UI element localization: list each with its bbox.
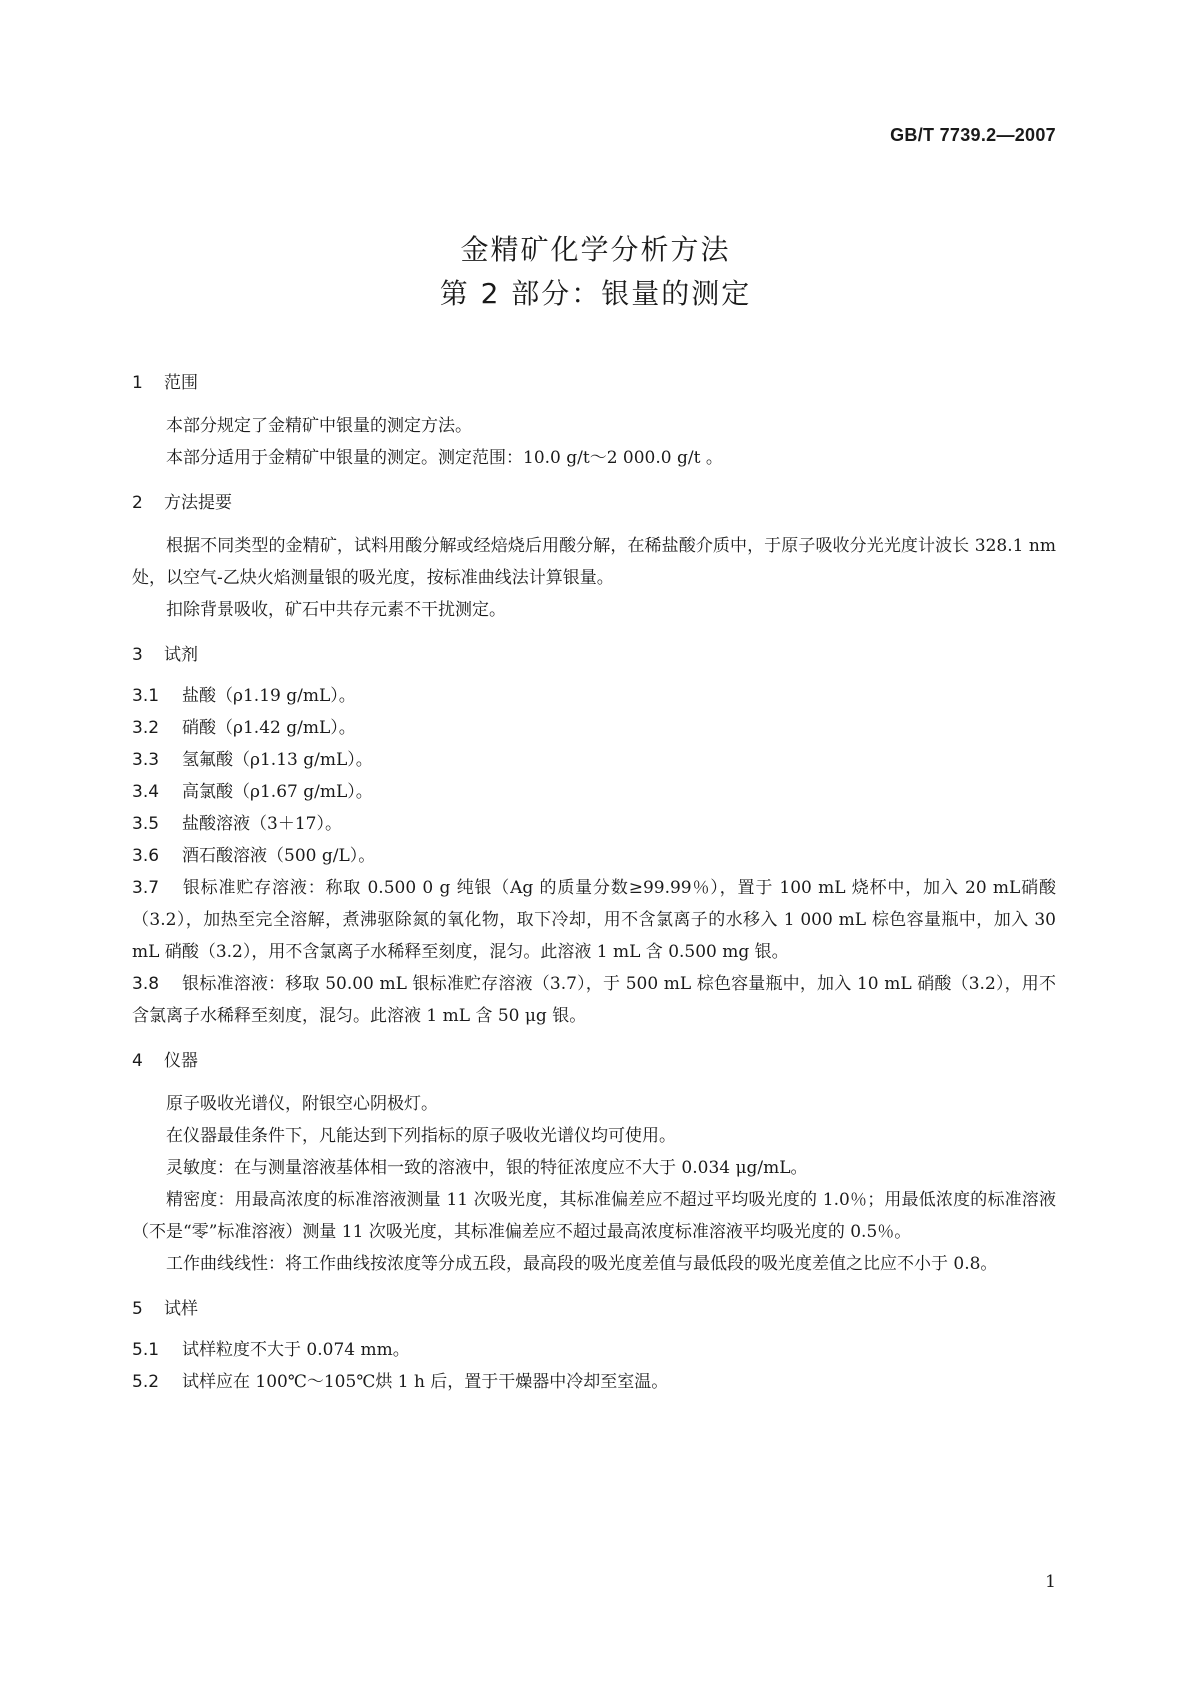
sample-item [132,1366,1056,1398]
paragraph: 工作曲线线性：将工作曲线按浓度等分成五段，最高段的吸光度差值与最低段的吸光度差值之比应不小于 0.8。 [166,1254,998,1274]
section-title: 范围 [164,373,198,393]
reagent-item [132,712,1056,744]
section-number: 3 [132,645,143,665]
item-text: 银标准贮存溶液：称取 0.500 0 g 纯银（Ag 的质量分数≥99.99％），置于 100 mL 烧杯中，加入 20 mL硝酸（3.2），加热至完全溶解，煮沸驱除氮的氧化物，取下冷却，用不含氯离子的水移入 1 000 mL 棕色容量瓶中，加入 30 mL 硝酸（3.2），用不含氯离子水稀释至刻度，混匀。此溶液 1 mL 含 0.500 mg 银。 [132,878,1056,962]
item-text: 试样粒度不大于 0.074 mm。 [182,1340,410,1360]
item-number: 3.5 [132,814,160,834]
paragraph: 灵敏度：在与测量溶液基体相一致的溶液中，银的特征浓度应不大于 0.034 μg/mL。 [166,1158,808,1178]
paragraph: 本部分适用于金精矿中银量的测定。测定范围：10.0 g/t～2 000.0 g/t 。 [166,448,723,468]
item-number: 3.4 [132,782,160,802]
item-number: 3.1 [132,686,160,706]
section-title: 试剂 [164,645,198,665]
item-number: 3.7 [132,878,160,898]
section-title: 方法提要 [164,493,232,513]
item-text: 高氯酸（ρ1.67 g/mL）。 [182,782,373,802]
item-number: 3.6 [132,846,160,866]
paragraph: 精密度：用最高浓度的标准溶液测量 11 次吸光度，其标准偏差应不超过平均吸光度的 1.0％；用最低浓度的标准溶液（不是“零”标准溶液）测量 11 次吸光度，其标准偏差应不超过最高浓度标准溶液平均吸光度的 0.5％。 [132,1190,1056,1242]
paragraph: 原子吸收光谱仪，附银空心阴极灯。 [166,1094,438,1114]
reagent-item [132,776,1056,808]
item-text: 盐酸（ρ1.19 g/mL）。 [182,686,356,706]
reagent-item [132,968,1056,1032]
item-text: 硝酸（ρ1.42 g/mL）。 [182,718,356,738]
document-subtitle: 第 2 部分：银量的测定 [439,277,752,310]
section-number: 5 [132,1299,143,1319]
section-number: 2 [132,493,143,513]
reagent-item [132,680,1056,712]
section-title: 试样 [164,1299,198,1319]
paragraph: 扣除背景吸收，矿石中共存元素不干扰测定。 [166,600,506,620]
section-heading-apparatus [132,1050,1056,1072]
reagent-item [132,872,1056,968]
page-number: 1 [1045,1572,1056,1592]
item-text: 银标准溶液：移取 50.00 mL 银标准贮存溶液（3.7），于 500 mL 棕色容量瓶中，加入 10 mL 硝酸（3.2），用不含氯离子水稀释至刻度，混匀。此溶液 1 mL 含 50 μg 银。 [132,974,1056,1026]
section-title: 仪器 [164,1051,198,1071]
section-number: 1 [132,373,143,393]
document-body [132,372,1056,1398]
section-heading-method-summary [132,492,1056,514]
item-number: 5.2 [132,1372,160,1392]
section-heading-sample [132,1298,1056,1320]
paragraph: 本部分规定了金精矿中银量的测定方法。 [166,416,472,436]
reagent-item [132,744,1056,776]
paragraph: 在仪器最佳条件下，凡能达到下列指标的原子吸收光谱仪均可使用。 [166,1126,676,1146]
item-text: 试样应在 100℃～105℃烘 1 h 后，置于干燥器中冷却至室温。 [182,1372,669,1392]
item-text: 氢氟酸（ρ1.13 g/mL）。 [182,750,373,770]
item-number: 5.1 [132,1340,160,1360]
reagent-item [132,840,1056,872]
item-number: 3.3 [132,750,160,770]
item-number: 3.2 [132,718,160,738]
standard-code: GB/T 7739.2—2007 [890,125,1056,145]
item-text: 盐酸溶液（3＋17）。 [182,814,342,834]
sample-item [132,1334,1056,1366]
section-heading-reagents [132,644,1056,666]
item-text: 酒石酸溶液（500 g/L）。 [182,846,376,866]
item-number: 3.8 [132,974,160,994]
paragraph: 根据不同类型的金精矿，试料用酸分解或经焙烧后用酸分解，在稀盐酸介质中，于原子吸收分光光度计波长 328.1 nm 处，以空气-乙炔火焰测量银的吸光度，按标准曲线法计算银量。 [132,536,1056,588]
reagent-item [132,808,1056,840]
section-heading-scope [132,372,1056,394]
section-number: 4 [132,1051,143,1071]
document-title: 金精矿化学分析方法 [460,233,731,266]
